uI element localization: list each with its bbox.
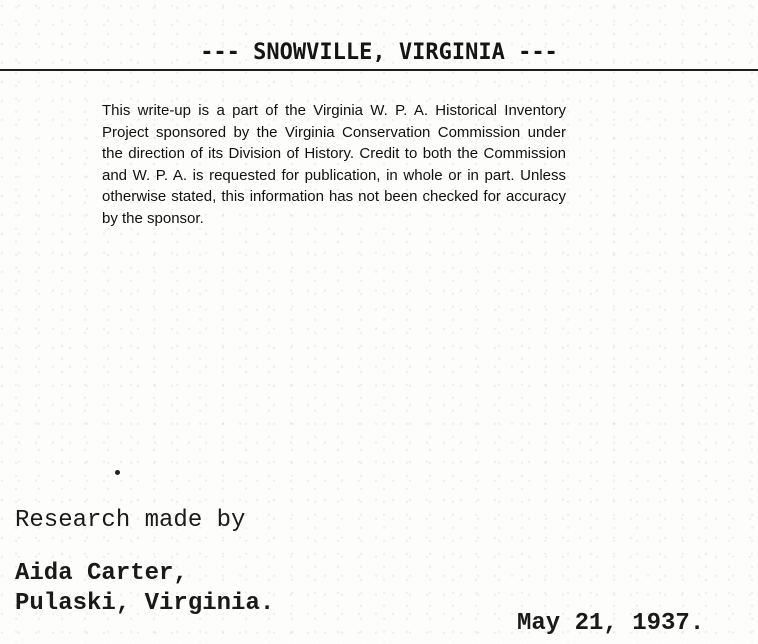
disclaimer-paragraph: This write-up is a part of the Virginia W. P. A. Historical Inventory Project sponsored by the Virginia Conservation Commission under the direction of its Division of History. Credit to both the Commission and W. P. A. is requested for publication, in whole or in part. Unless otherwise stated, this information has not been checked for accuracy by the sponsor. bbox=[102, 102, 566, 227]
page-title: --- SNOWVILLE, VIRGINIA --- bbox=[200, 40, 558, 65]
author-name: Aida Carter, bbox=[15, 560, 188, 587]
document-date: May 21, 1937. bbox=[517, 610, 705, 637]
ink-dot-mark bbox=[115, 470, 120, 475]
author-location: Pulaski, Virginia. bbox=[15, 590, 275, 617]
header-divider bbox=[0, 69, 758, 71]
research-label: Research made by bbox=[15, 507, 246, 534]
